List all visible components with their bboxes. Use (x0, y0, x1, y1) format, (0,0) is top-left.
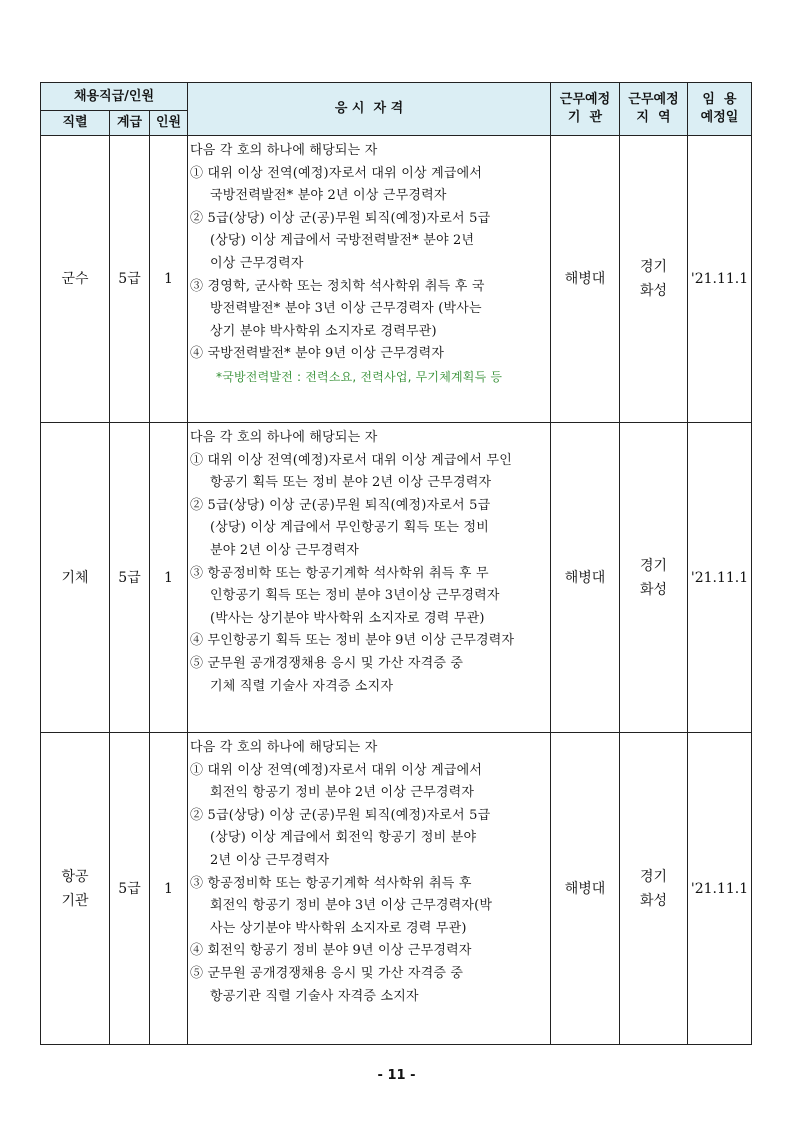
date-cell: '21.11.1 (688, 423, 752, 733)
qualification-line: ③ 경영학, 군사학 또는 정치학 석사학위 취득 후 국 (190, 278, 485, 294)
qualification-line: 다음 각 호의 하나에 해당되는 자 (190, 430, 378, 445)
qualification-line: 회전익 항공기 정비 분야 2년 이상 근무경력자 (210, 785, 475, 801)
qualification-line: (박사는 상기분야 박사학위 소지자로 경력 무관) (210, 610, 485, 626)
org-cell: 해병대 (551, 733, 620, 1045)
qualification-line: 다음 각 호의 하나에 해당되는 자 (190, 143, 378, 158)
qualification-line: 방전력발전* 분야 3년 이상 근무경력자 (박사는 (210, 301, 482, 317)
table-row (41, 423, 752, 733)
qualification-line: ④ 무인항공기 획득 또는 정비 분야 9년 이상 근무경력자 (190, 633, 515, 649)
header-region: 근무예정 지 역 (620, 83, 688, 136)
grade-cell: 5급 (110, 733, 150, 1045)
header-qualification: 응 시 자 격 (188, 83, 551, 136)
qualification-line: 회전익 항공기 정비 분야 3년 이상 근무경력자(박 (210, 898, 493, 914)
region-cell: 경기 화성 (620, 423, 688, 733)
qualification-line: 다음 각 호의 하나에 해당되는 자 (190, 740, 378, 755)
qualification-line: ② 5급(상당) 이상 군(공)무원 퇴직(예정)자로서 5급 (190, 807, 491, 823)
qualification-line: (상당) 이상 계급에서 국방전력발전* 분야 2년 (210, 233, 475, 249)
qualification-line: 분야 2년 이상 근무경력자 (210, 542, 360, 558)
qualification-line: (상당) 이상 계급에서 무인항공기 획득 또는 정비 (210, 520, 489, 536)
count-cell: 1 (150, 733, 188, 1045)
qualification-note: *국방전력발전 : 전력소요, 전력사업, 무기체계획득 등 (216, 369, 503, 384)
qualification-line: ③ 항공정비학 또는 항공기계학 석사학위 취득 후 (190, 875, 472, 891)
qualification-line: ④ 국방전력발전* 분야 9년 이상 근무경력자 (190, 346, 445, 362)
header-row-1 (41, 83, 752, 111)
qualification-line: 항공기관 직렬 기술사 자격증 소지자 (210, 988, 419, 1004)
qualification-line: ① 대위 이상 전역(예정)자로서 대위 이상 계급에서 (190, 762, 483, 778)
qualification-line: (상당) 이상 계급에서 회전익 항공기 정비 분야 (210, 830, 477, 846)
count-cell: 1 (150, 423, 188, 733)
qualification-line: 국방전력발전* 분야 2년 이상 근무경력자 (210, 188, 447, 204)
qualification-line: ⑤ 군무원 공개경쟁채용 응시 및 가산 자격증 중 (190, 655, 464, 671)
qualification-line: ① 대위 이상 전역(예정)자로서 대위 이상 계급에서 무인 (190, 452, 513, 468)
org-cell: 해병대 (551, 423, 620, 733)
qualification-line: ③ 항공정비학 또는 항공기계학 석사학위 취득 후 무 (190, 565, 489, 581)
page-number: - 11 - (377, 1068, 416, 1083)
header-job: 직렬 (41, 111, 110, 136)
date-cell: '21.11.1 (688, 136, 752, 423)
qualification-line: ① 대위 이상 전역(예정)자로서 대위 이상 계급에서 (190, 165, 483, 181)
table-row (41, 136, 752, 423)
grade-cell: 5급 (110, 136, 150, 423)
table-body (41, 136, 752, 1045)
qualification-line: 상기 분야 박사학위 소지자로 경력무관) (210, 323, 437, 339)
header-grade: 계급 (110, 111, 150, 136)
qualification-line: 기체 직렬 기술사 자격증 소지자 (210, 678, 394, 694)
table-row (41, 733, 752, 1045)
date-cell: '21.11.1 (688, 733, 752, 1045)
header-group: 채용직급/인원 (41, 83, 188, 111)
header-org: 근무예정 기 관 (551, 83, 620, 136)
qualification-line: ⑤ 군무원 공개경쟁채용 응시 및 가산 자격증 중 (190, 965, 464, 981)
qualification-line: 이상 근무경력자 (210, 255, 304, 271)
qualification-line: ② 5급(상당) 이상 군(공)무원 퇴직(예정)자로서 5급 (190, 210, 491, 226)
grade-cell: 5급 (110, 423, 150, 733)
qualification-cell (188, 733, 551, 1045)
qualification-line: 인항공기 획득 또는 정비 분야 3년이상 근무경력자 (210, 588, 500, 604)
org-cell: 해병대 (551, 136, 620, 423)
header-count: 인원 (150, 111, 188, 136)
qualification-cell (188, 136, 551, 423)
count-cell: 1 (150, 136, 188, 423)
job-cell: 항공 기관 (41, 733, 110, 1045)
region-cell: 경기 화성 (620, 136, 688, 423)
job-cell: 군수 (41, 136, 110, 423)
header-date: 임 용 예정일 (688, 83, 752, 136)
qualification-line: ② 5급(상당) 이상 군(공)무원 퇴직(예정)자로서 5급 (190, 497, 491, 513)
region-cell: 경기 화성 (620, 733, 688, 1045)
qualification-cell (188, 423, 551, 733)
qualification-line: 2년 이상 근무경력자 (210, 852, 330, 868)
recruitment-table (40, 82, 752, 1045)
job-cell: 기체 (41, 423, 110, 733)
qualification-line: 항공기 획득 또는 정비 분야 2년 이상 근무경력자 (210, 475, 492, 491)
qualification-line: 사는 상기분야 박사학위 소지자로 경력 무관) (210, 920, 467, 936)
qualification-line: ④ 회전익 항공기 정비 분야 9년 이상 근무경력자 (190, 943, 472, 959)
